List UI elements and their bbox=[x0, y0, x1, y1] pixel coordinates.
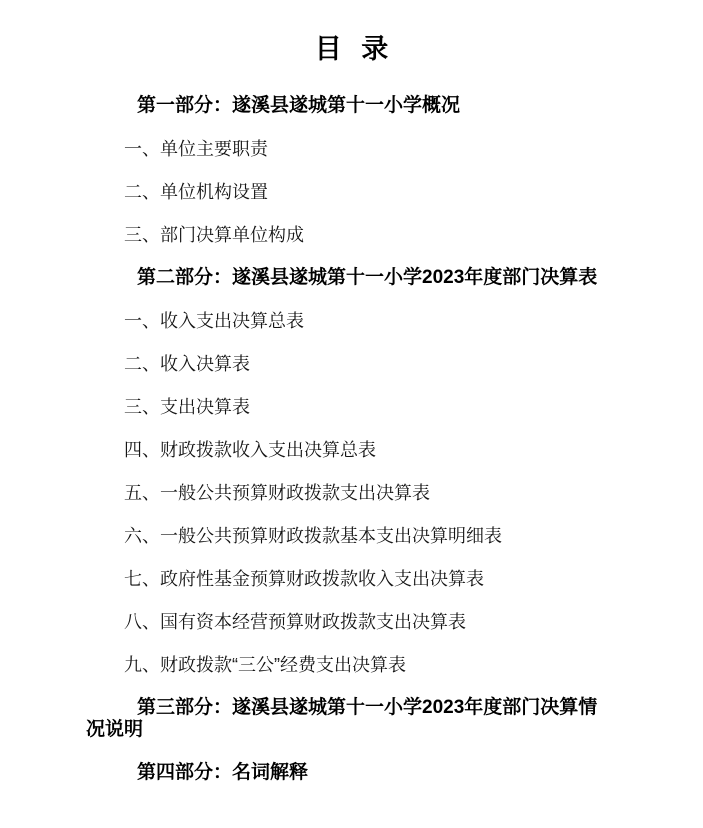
toc-section-heading: 第一部分：遂溪县遂城第十一小学概况 bbox=[137, 95, 461, 116]
toc-entry: 九、财政拨款“三公”经费支出决算表 bbox=[124, 655, 406, 675]
toc-entry: 五、一般公共预算财政拨款支出决算表 bbox=[124, 483, 430, 503]
toc-entry: 二、单位机构设置 bbox=[124, 182, 268, 202]
toc-entry: 六、一般公共预算财政拨款基本支出决算明细表 bbox=[124, 526, 502, 546]
toc-entry: 七、政府性基金预算财政拨款收入支出决算表 bbox=[124, 569, 484, 589]
toc-entry: 八、国有资本经营预算财政拨款支出决算表 bbox=[124, 612, 466, 632]
toc-entry: 四、财政拨款收入支出决算总表 bbox=[124, 440, 376, 460]
page-title: 目 录 bbox=[314, 34, 395, 64]
toc-section-heading: 第三部分：遂溪县遂城第十一小学2023年度部门决算情况说明 bbox=[86, 697, 598, 740]
toc-entry: 三、部门决算单位构成 bbox=[124, 225, 304, 245]
toc-list bbox=[0, 95, 610, 784]
toc-entry: 二、收入决算表 bbox=[124, 354, 250, 374]
toc-entry: 一、收入支出决算总表 bbox=[124, 311, 304, 331]
toc-section-heading: 第二部分：遂溪县遂城第十一小学2023年度部门决算表 bbox=[137, 267, 598, 288]
toc-section-heading: 第四部分：名词解释 bbox=[137, 762, 309, 783]
toc-entry: 三、支出决算表 bbox=[124, 397, 250, 417]
toc-entry: 一、单位主要职责 bbox=[124, 139, 268, 159]
